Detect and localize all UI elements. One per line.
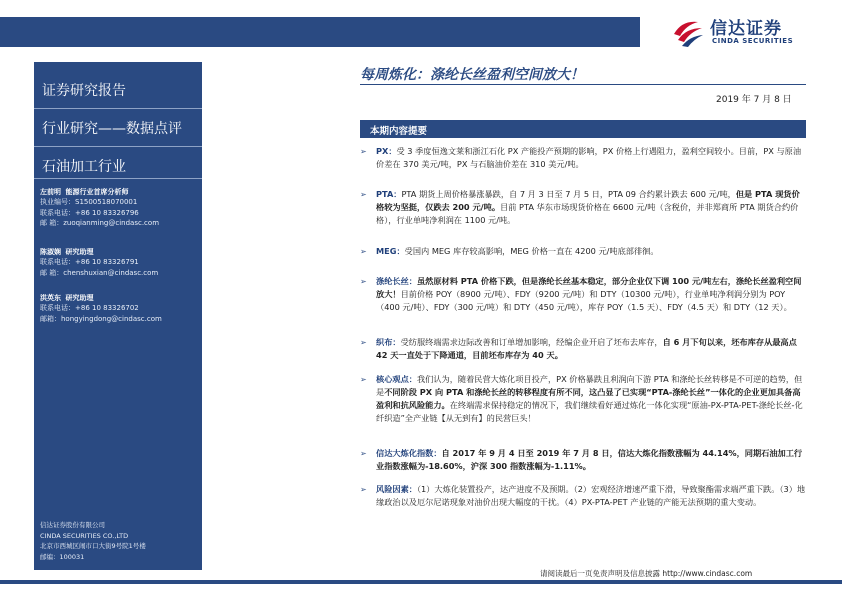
top-banner (0, 17, 640, 47)
brand-name-en: CINDA SECURITIES (712, 37, 794, 45)
headline-rule (360, 84, 806, 85)
company-postcode: 邮编：100031 (40, 552, 85, 561)
bullet-arrow-icon: ➢ (360, 190, 367, 199)
analyst-card (40, 293, 200, 324)
bullet-emphasis: 不同阶段 PX 向 PTA 和涤纶长丝的转移程度有所不同，这凸显了已实现“PTA-涤纶长丝”一体化的企业更加具备高盈利和抗风险能力。 (376, 387, 801, 410)
report-type: 证券研究报告 (42, 83, 126, 99)
bullet-label: MEG： (376, 246, 405, 256)
bullet-text (376, 188, 806, 227)
bullet-text (376, 275, 806, 314)
bullet-emphasis: 但是 PTA 现货价格较为坚挺，仅跌去 200 元/吨。 (376, 189, 800, 212)
company-name-en: CINDA SECURITIES CO.,LTD (40, 531, 129, 540)
bullet-label: PX： (376, 146, 397, 156)
report-headline: 每周炼化：涤纶长丝盈利空间放大！ (360, 67, 584, 83)
analyst-email[interactable]: 邮箱：hongyingdong@cindasc.com (40, 314, 162, 323)
analyst-card (40, 247, 200, 278)
bullet-emphasis: 自 6 月下旬以来，坯布库存从最高点 42 天一直处于下降通道，目前坯布库存为 40 天。 (376, 337, 797, 360)
summary-bullet (360, 447, 806, 473)
sidebar (34, 62, 202, 570)
bullet-segment: 受纺服终端需求边际改善和订单增加影响，经编企业开启了坯布去库存， (400, 337, 663, 347)
bullet-emphasis: 自 2017 年 9 月 4 日至 2019 年 7 月 8 日，信达大炼化指数涨幅为 44.14%，同期石油加工行业指数涨幅为-18.60%，沪深 300 指数涨幅为-1.11%。 (376, 448, 803, 471)
company-street: 北京市西城区闹市口大街9号院1号楼 (40, 542, 146, 550)
analyst-title: 研究助理 (65, 294, 94, 302)
analyst-phone: 联系电话：+86 10 83326796 (40, 208, 139, 217)
summary-bullet (360, 336, 806, 362)
analyst-phone: 联系电话：+86 10 83326702 (40, 304, 139, 313)
footer-rule (0, 580, 842, 584)
bullet-segment: 我们认为，随着民营大炼化项目投产，PX 价格暴跌且利润向下游 PTA 和涤纶长丝转移是不可逆的趋势，但是 (376, 374, 803, 397)
bullet-arrow-icon: ➢ (360, 449, 367, 458)
bullet-text (376, 373, 806, 425)
bullet-arrow-icon: ➢ (360, 147, 367, 156)
analyst-email[interactable]: 邮 箱：chenshuxian@cindasc.com (40, 268, 159, 277)
company-address (40, 520, 200, 562)
brand-name-cn: 信达证券 (710, 19, 782, 39)
summary-bullet (360, 245, 806, 258)
sidebar-divider (34, 178, 202, 179)
analyst-name: 洪英东 (40, 294, 61, 302)
bullet-text (376, 336, 806, 362)
bullet-arrow-icon: ➢ (360, 338, 367, 347)
analyst-name: 左前明 (40, 188, 61, 196)
summary-bullet (360, 145, 806, 171)
bullet-segment: 受 3 季度恒逸文莱和浙江石化 PX 产能投产预期的影响，PX 价格上行遇阻力，盈利空间较小。目前，PX 与原油价差在 370 美元/吨，PX 与石脑油价差在 310 美元/吨。 (376, 146, 802, 169)
bullet-emphasis: 虽然原材料 PTA 价格下跌，但是涤纶长丝基本稳定，部分企业仅下调 100 元/吨左右，涤纶长丝盈利空间放大！ (376, 276, 802, 299)
bullet-segment: （1）大炼化装置投产，达产进度不及预期。（2）宏观经济增速严重下滑，导致聚酯需求端严重下跌。（3）地缘政治以及厄尔尼诺现象对油价出现大幅度的干扰。（4）PX-PTA-PET 产业链的产能无法预期的重大变动。 (376, 484, 806, 507)
summary-bullet (360, 483, 806, 509)
analyst-title: 研究助理 (65, 248, 94, 256)
bullet-label: 风险因素： (376, 484, 417, 494)
analyst-license: 执业编号：S1500518070001 (40, 198, 138, 207)
bullet-label: PTA： (376, 189, 402, 199)
brand-logo (672, 12, 837, 52)
bullet-label: 信达大炼化指数： (376, 448, 442, 458)
summary-bullet (360, 188, 806, 227)
bullet-arrow-icon: ➢ (360, 247, 367, 256)
bullet-label: 涤纶长丝： (376, 276, 417, 286)
bullet-text (376, 483, 806, 509)
analyst-title: 能源行业首席分析师 (65, 188, 129, 196)
section-title: 本期内容提要 (370, 126, 428, 137)
analyst-email[interactable]: 邮 箱：zuoqianming@cindasc.com (40, 218, 160, 227)
bullet-text (376, 245, 806, 258)
bullet-arrow-icon: ➢ (360, 485, 367, 494)
bullet-arrow-icon: ➢ (360, 375, 367, 384)
sidebar-divider (34, 146, 202, 147)
bullet-arrow-icon: ➢ (360, 277, 367, 286)
sidebar-divider (34, 108, 202, 109)
industry-label: 行业研究——数据点评 (42, 121, 182, 137)
bullet-label: 核心观点： (376, 374, 417, 384)
summary-bullet (360, 373, 806, 425)
bullet-segment: 在终端需求保持稳定的情况下，我们继续看好通过炼化一体化实现“原油-PX-PTA-PET-涤纶长丝-化纤织造”全产业链【从无到有】的民营巨头！ (376, 400, 803, 423)
bullet-text (376, 145, 806, 171)
bullet-segment: 目前价格 POY（8900 元/吨）、FDY（9200 元/吨）和 DTY（10300 元/吨），行业单吨净利润分别为 POY（400 元/吨）、FDY（300 元/吨）和 DTY（450 元/吨），库存 POY（1.5 天）、FDY（4.5 天）和 DTY（12 天）。 (376, 289, 792, 312)
company-name-cn: 信达证券股份有限公司 (40, 521, 105, 529)
bullet-text (376, 447, 806, 473)
bullet-segment: 受国内 MEG 库存较高影响，MEG 价格一直在 4200 元/吨底部徘徊。 (404, 246, 659, 256)
analyst-name: 陈淑娴 (40, 248, 61, 256)
summary-bullet (360, 275, 806, 314)
bullet-segment: 目前 PTA 华东市场现货价格在 6600 元/吨（含税价，并非郑商所 PTA 期货合约价格），行业单吨净利润在 1100 元/吨。 (376, 202, 799, 225)
section-header (360, 120, 806, 138)
footer-disclaimer[interactable]: 请阅读最后一页免责声明及信息披露 http://www.cindasc.com (540, 569, 753, 578)
cinda-logo-icon (672, 16, 704, 48)
bullet-segment: PTA 期货上周价格暴涨暴跌，自 7 月 3 日至 7 月 5 日，PTA 09 合约累计跌去 600 元/吨， (401, 189, 736, 199)
report-date: 2019 年 7 月 8 日 (716, 95, 792, 105)
analyst-phone: 联系电话：+86 10 83326791 (40, 258, 139, 267)
analyst-card (40, 187, 200, 228)
bullet-label: 织布： (376, 337, 401, 347)
sector-label: 石油加工行业 (42, 159, 126, 175)
